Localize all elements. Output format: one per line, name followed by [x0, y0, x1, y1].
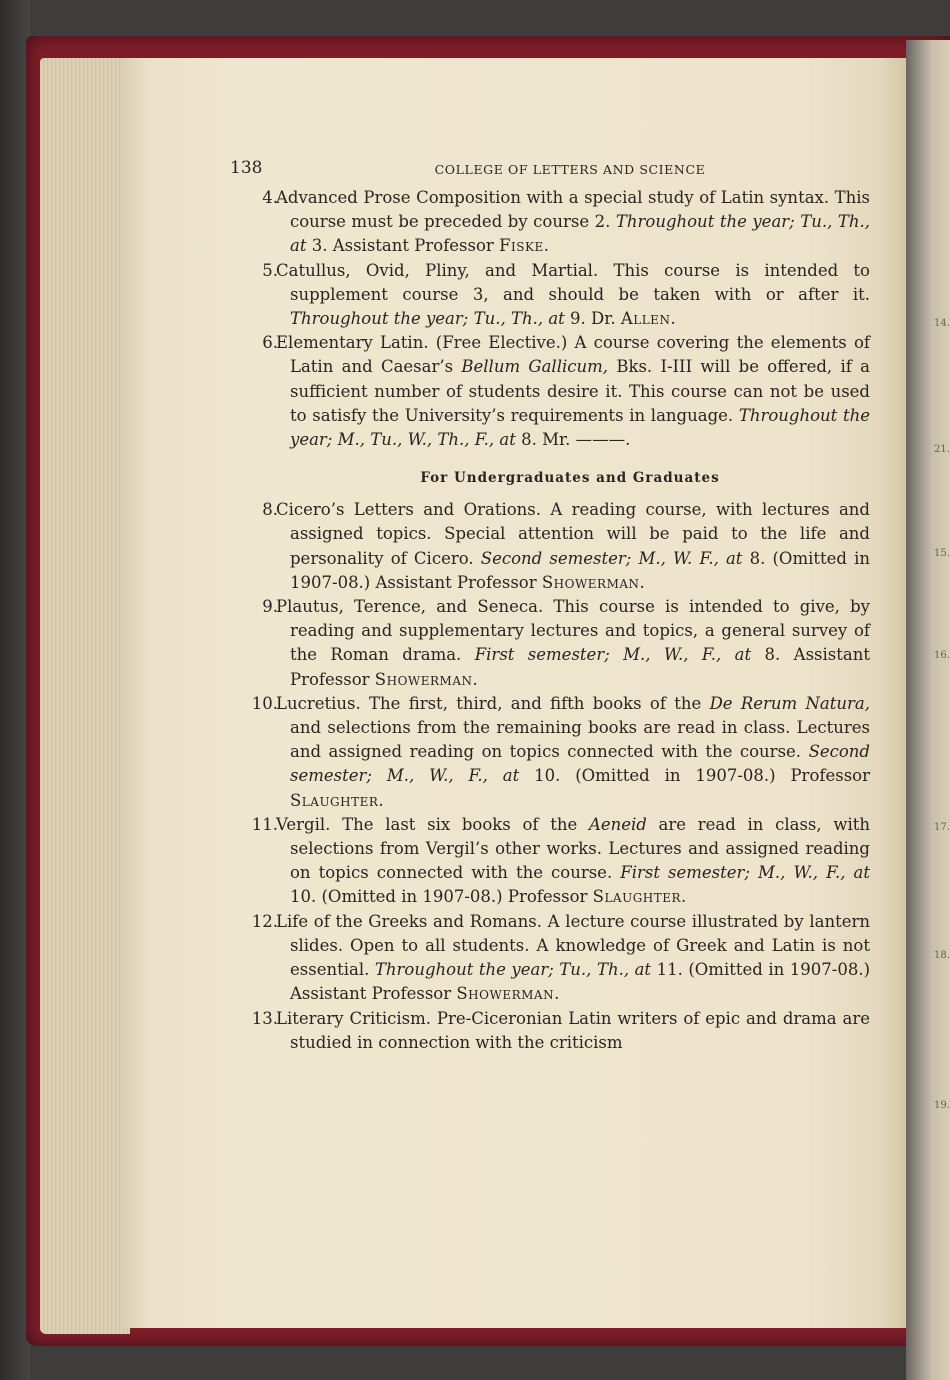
course-entry: [210, 186, 870, 259]
text-run: 10. (Omitted in 1907-08.) Professor: [519, 766, 871, 786]
facing-page-mark: 19.: [934, 1100, 950, 1111]
page-content: [210, 150, 870, 1055]
italic-run: First semester; M., W., F., at: [620, 863, 870, 883]
page-number: 138: [230, 158, 263, 178]
text-run: Life of the Greeks and Romans. A lecture course illustrated by lantern slides. Open to all students. A knowledge of Greek and Latin is not essential.: [276, 911, 870, 980]
course-description: [276, 1007, 870, 1055]
course-entry: [210, 1007, 870, 1055]
instructor-name: Fiske.: [499, 236, 550, 256]
course-number: 12.: [251, 911, 278, 931]
instructor-name: Slaughter.: [290, 790, 385, 810]
instructor-name: Allen.: [620, 309, 677, 329]
text-run: 10. (Omitted in 1907-08.) Professor: [290, 887, 593, 907]
italic-run: Throughout the year; M., Tu., W., Th., F., at: [290, 405, 870, 450]
course-description: [276, 910, 871, 1007]
text-run: Vergil. The last six books of the: [276, 814, 589, 834]
course-description: [276, 813, 870, 910]
instructor-name: Showerman.: [456, 984, 560, 1004]
text-run: Literary Criticism. Pre-Ciceronian Latin writers of epic and drama are studied in connection with the criticism: [276, 1008, 870, 1052]
instructor-name: Showerman.: [374, 669, 479, 689]
text-run: 8. (Omitted in 1907-08.) Assistant Professor: [290, 548, 871, 592]
text-run: Cicero’s Letters and Orations. A reading course, with lectures and assigned topics. Special attention will be paid to the life and personality of Cicero.: [276, 500, 870, 568]
italic-run: Throughout the year; Tu., Th., at: [374, 960, 652, 980]
italic-run: Throughout the year; Tu., Th., at: [290, 212, 870, 256]
text-run: Lucretius. The first, third, and fifth books of the: [276, 693, 710, 713]
italic-run: Second semester; M., W., F., at: [290, 742, 870, 786]
course-number: 6.: [262, 333, 278, 353]
course-list: [210, 186, 870, 452]
course-number: 5.: [262, 260, 278, 280]
italic-run: First semester; M., W., F., at: [474, 645, 752, 665]
facing-page-mark: 15.: [934, 548, 950, 559]
facing-page-edge: [906, 40, 950, 1380]
course-list: [210, 498, 870, 1055]
text-run: are read in class, with selections from Vergil’s other works. Lectures and assigned reading on topics connected with the course.: [290, 814, 870, 883]
course-number: 8.: [262, 500, 278, 520]
course-entry: [210, 813, 870, 910]
course-number: 9.: [262, 597, 278, 617]
text-run: 9. Dr.: [564, 309, 621, 329]
text-run: 3. Assistant Professor: [306, 236, 500, 256]
course-description: [276, 186, 870, 259]
course-number: 4.: [262, 188, 278, 207]
course-description: [276, 331, 870, 452]
facing-page-mark: 16.: [934, 650, 950, 661]
course-number: 11.: [251, 814, 278, 834]
instructor-name: Showerman.: [541, 572, 646, 592]
course-entry: [210, 595, 870, 692]
section-heading: For Undergraduates and Graduates: [420, 470, 720, 487]
course-description: [276, 692, 871, 813]
italic-run: Throughout the year; Tu., Th., at: [290, 309, 565, 329]
text-run: 11. (Omitted in 1907-08.) Assistant Professor: [290, 960, 871, 1004]
italic-run: Second semester; M., W. F., at: [480, 548, 743, 568]
italic-run: Bellum Gallicum,: [461, 357, 609, 377]
course-number: 13.: [251, 1008, 278, 1028]
italic-run: De Rerum Natura,: [709, 693, 870, 713]
facing-page-mark: 21.: [934, 444, 950, 455]
text-run: Catullus, Ovid, Pliny, and Martial. This course is intended to supplement course 3, and should be taken with or after it.: [276, 260, 870, 304]
course-entry: [210, 910, 870, 1007]
instructor-name: Slaughter.: [592, 887, 687, 907]
facing-page-mark: 18.: [934, 950, 950, 961]
text-run: 8. Assistant Professor: [290, 645, 870, 689]
text-run: Plautus, Terence, and Seneca. This course is intended to give, by reading and supplementary lectures and topics, a general survey of the Roman drama.: [276, 597, 870, 665]
course-entry: [210, 259, 870, 332]
page-edges: [40, 58, 130, 1334]
text-run: 8. Mr. ———.: [515, 430, 631, 450]
course-number: 10.: [251, 693, 278, 713]
course-description: [276, 498, 871, 595]
facing-page-mark: 14.: [934, 318, 950, 329]
course-description: [276, 595, 870, 692]
course-description: [276, 259, 870, 332]
course-entry: [210, 692, 870, 813]
running-title: COLLEGE OF LETTERS AND SCIENCE: [434, 162, 706, 177]
running-head: [210, 150, 870, 186]
text-run: and selections from the remaining books are read in class. Lectures and assigned reading on topics connected with the course.: [290, 718, 870, 762]
text-run: Bks. I-III will be offered, if a sufficient number of students desire it. This course can not be used to satisfy the University’s requirements in language.: [290, 357, 870, 425]
course-entry: [210, 498, 870, 595]
facing-page-mark: 17.: [934, 822, 950, 833]
text-run: Elementary Latin. (Free Elective.) A course covering the elements of Latin and Caesar’s: [276, 333, 870, 377]
course-entry: [210, 331, 870, 452]
text-run: Advanced Prose Composition with a special study of Latin syntax. This course must be preceded by course 2.: [276, 188, 870, 232]
italic-run: Aeneid: [588, 814, 647, 834]
